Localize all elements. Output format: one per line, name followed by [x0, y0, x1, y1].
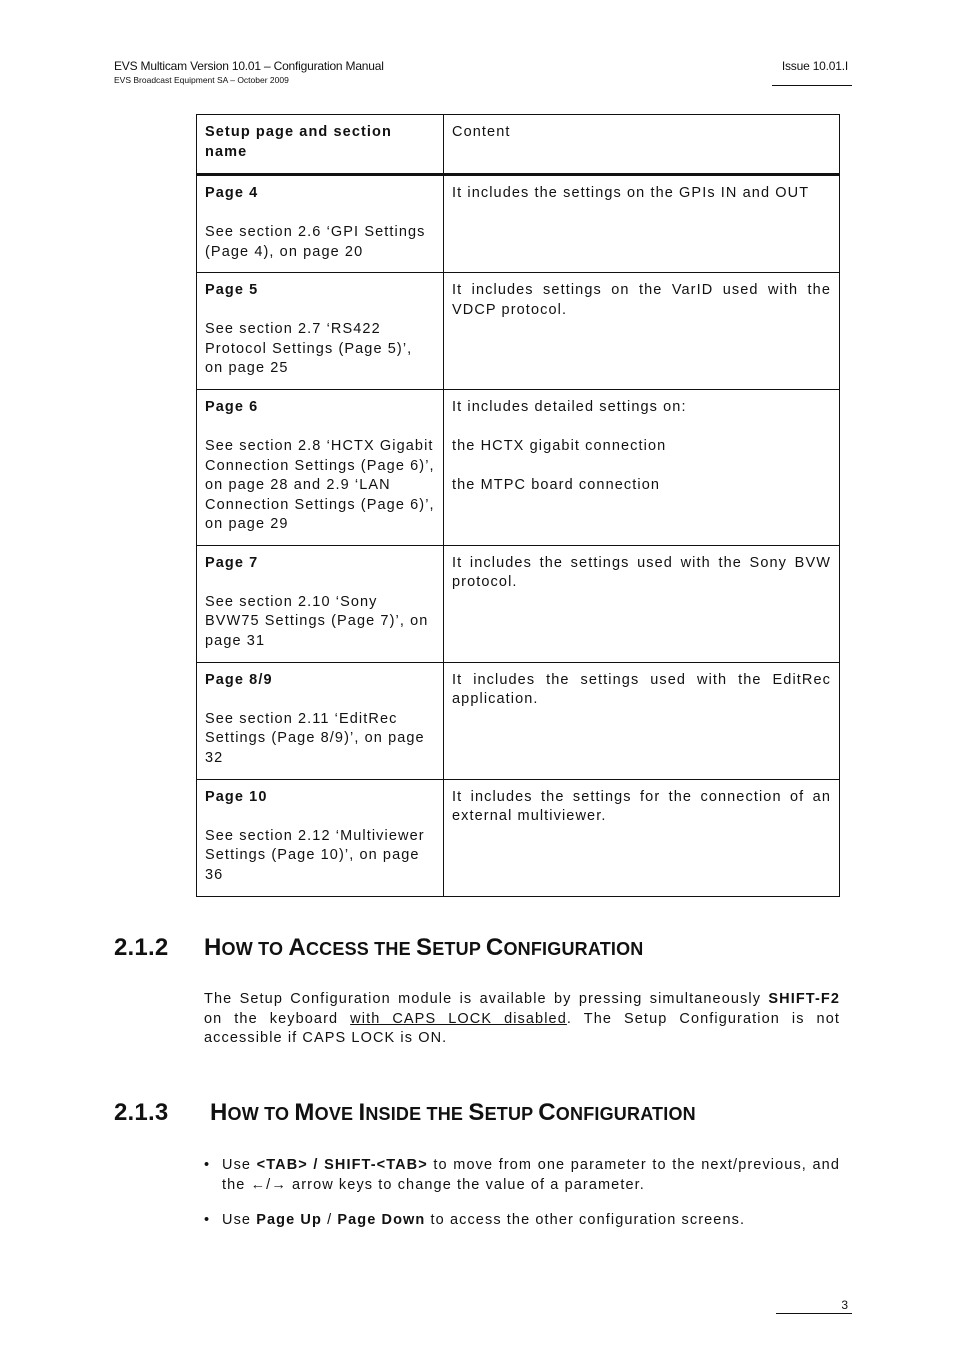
table-cell	[197, 779, 444, 896]
table-cell	[444, 779, 840, 896]
header-col2: Content	[452, 124, 511, 140]
table-cell	[197, 545, 444, 662]
row-page: Page 10	[205, 788, 268, 805]
heading-part: OVE	[314, 1104, 359, 1124]
row-page: Page 8/9	[205, 671, 273, 688]
document-title: EVS Multicam Version 10.01 – Configuration Manual	[114, 59, 384, 73]
table-cell	[197, 390, 444, 546]
heading-part: ETUP	[484, 1104, 539, 1124]
header-col1: Setup page and section name	[205, 124, 392, 160]
row-content-item: the MTPC board connection	[452, 477, 661, 493]
table-row	[197, 545, 840, 662]
table-header-row	[197, 115, 840, 175]
row-content: It includes the settings used with the EditRec application.	[452, 671, 831, 707]
table-row	[197, 390, 840, 546]
row-content-item: the HCTX gigabit connection	[452, 438, 667, 454]
heading-part: C	[485, 934, 504, 961]
heading-part: S	[416, 934, 433, 961]
row-page: Page 6	[205, 399, 259, 415]
table-cell	[444, 175, 840, 273]
para-text: The Setup Configuration module is available by pressing simultaneously	[204, 991, 769, 1007]
bullet-text: to move from one parameter to the next/previous, and the ←/→ arrow keys to change the value of a parameter.	[222, 1157, 841, 1193]
heading-part: A	[288, 934, 306, 961]
table-cell	[444, 545, 840, 662]
list-item	[204, 1211, 840, 1231]
row-content: It includes the settings used with the Sony BVW protocol.	[452, 554, 831, 590]
bullet-text: to access the other configuration screens.	[425, 1212, 746, 1228]
table-cell	[444, 273, 840, 390]
row-content: It includes the settings on the GPIs IN and OUT	[452, 185, 810, 201]
row-see: See section 2.10 ‘Sony BVW75 Settings (Page 7)’, on page 31	[205, 593, 429, 649]
section-heading-2-1-3	[114, 1099, 696, 1127]
row-see: See section 2.6 ‘GPI Settings (Page 4), on page 20	[205, 224, 426, 260]
setup-pages-table	[196, 114, 840, 897]
shortcut-key: SHIFT-F2	[768, 991, 840, 1007]
heading-part: CCESS THE	[305, 939, 416, 959]
heading-part: I	[358, 1099, 366, 1126]
heading-part: NSIDE THE	[365, 1104, 469, 1124]
row-page: Page 7	[205, 554, 259, 571]
table-row	[197, 273, 840, 390]
heading-part: C	[538, 1099, 556, 1126]
table-cell	[197, 273, 444, 390]
bullet-text: Use	[222, 1157, 257, 1173]
section-number: 2.1.3	[114, 1099, 169, 1126]
row-page: Page 5	[205, 282, 259, 298]
section-number: 2.1.2	[114, 934, 169, 961]
bullet-icon: •	[204, 1157, 211, 1173]
heading-part: ETUP	[432, 939, 486, 959]
shortcut-key: Page Up	[256, 1212, 322, 1228]
heading-part: OW TO	[227, 1104, 295, 1124]
table-cell	[197, 175, 444, 273]
row-content: It includes the settings for the connection of an external multiviewer.	[452, 788, 831, 824]
heading-part: ONFIGURATION	[555, 1104, 696, 1124]
access-paragraph	[204, 990, 840, 1049]
underlined-text: with CAPS LOCK disabled	[350, 1010, 567, 1027]
page-number: 3	[841, 1298, 848, 1312]
footer-rule	[776, 1313, 852, 1314]
heading-part: OW TO	[221, 939, 289, 959]
table-cell	[444, 662, 840, 779]
table-row	[197, 175, 840, 273]
heading-part: M	[294, 1099, 315, 1126]
row-see: See section 2.8 ‘HCTX Gigabit Connection Settings (Page 6)’, on page 28 and 2.9 ‘LAN Connection Settings (Page 6)’, on page 29	[205, 438, 435, 532]
row-page: Page 4	[205, 185, 259, 201]
heading-part: H	[210, 1099, 228, 1126]
row-content: It includes settings on the VarID used with the VDCP protocol.	[452, 282, 831, 318]
bullet-icon: •	[204, 1212, 211, 1228]
heading-part: H	[204, 934, 222, 961]
bullet-text: /	[321, 1212, 338, 1228]
table-cell	[197, 662, 444, 779]
heading-part: S	[468, 1099, 485, 1126]
list-item	[204, 1156, 840, 1195]
table-row	[197, 662, 840, 779]
shortcut-key: <TAB> / SHIFT-<TAB>	[256, 1157, 428, 1173]
para-text: on the keyboard	[204, 1010, 351, 1027]
row-see: See section 2.12 ‘Multiviewer Settings (Page 10)’, on page 36	[205, 827, 425, 883]
row-see: See section 2.7 ‘RS422 Protocol Settings (Page 5)’, on page 25	[205, 321, 413, 376]
bullet-text: Use	[222, 1212, 257, 1228]
document-subtitle: EVS Broadcast Equipment SA – October 2009	[114, 75, 289, 85]
row-content: It includes detailed settings on:	[452, 399, 687, 415]
issue-label: Issue 10.01.I	[781, 59, 848, 73]
table-row	[197, 779, 840, 896]
table-cell	[444, 390, 840, 546]
para-text: . The Setup Configuration is not accessible if CAPS LOCK is ON.	[204, 1010, 841, 1046]
page-header	[114, 59, 384, 85]
shortcut-key: Page Down	[337, 1212, 426, 1228]
heading-part: ONFIGURATION	[503, 939, 644, 959]
row-see: See section 2.11 ‘EditRec Settings (Page 8/9)’, on page 32	[205, 710, 425, 766]
section-heading-2-1-2	[114, 934, 644, 962]
table-header-cell	[444, 115, 840, 175]
table-header-cell	[197, 115, 444, 175]
header-rule	[772, 85, 852, 86]
